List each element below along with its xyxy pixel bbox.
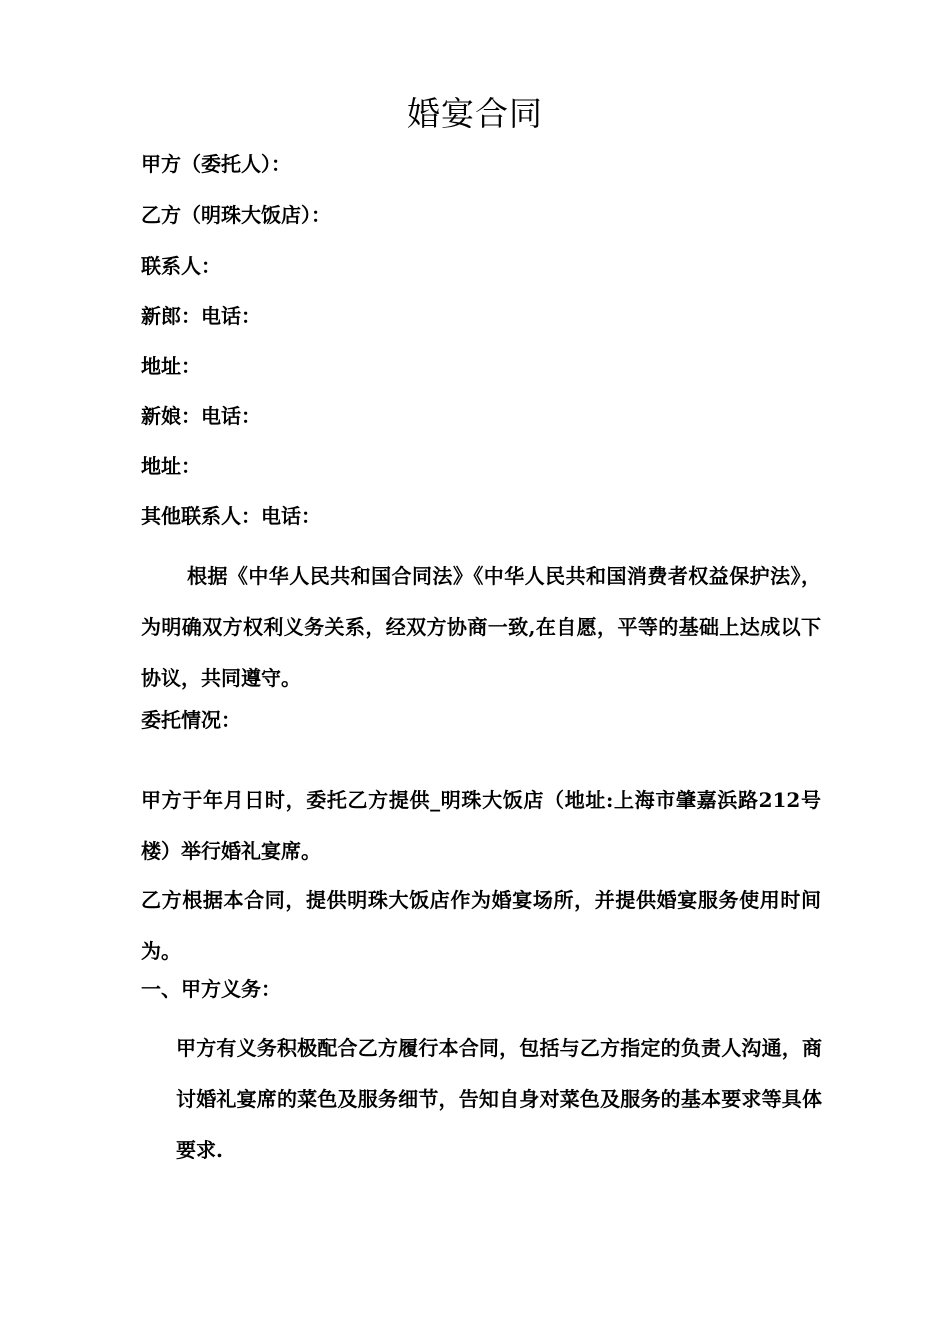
section-one-heading: 一、甲方义务： [141, 977, 281, 1001]
groom-phone-line: 新郎：电话： [141, 304, 261, 328]
contact-line: 联系人： [141, 254, 221, 278]
document-title: 婚宴合同 [407, 94, 543, 133]
intro-paragraph: 根据《中华人民共和国合同法》《中华人民共和国消费者权益保护法》，为明确双方权利义务关系，经双方协商一致,在自愿，平等的基础上达成以下协议，共同遵守。 [141, 564, 821, 690]
other-contact-line: 其他联系人：电话： [141, 504, 321, 528]
party-b-line: 乙方（明珠大饭店）： [141, 203, 331, 227]
delegation-date-paragraph: 甲方于年月日时，委托乙方提供_明珠大饭店（地址:上海市肇嘉浜路212号楼）举行婚礼宴席。 [141, 788, 821, 863]
delegation-heading: 委托情况： [141, 708, 241, 732]
groom-address-line: 地址： [141, 354, 201, 378]
party-a-obligation-paragraph: 甲方有义务积极配合乙方履行本合同，包括与乙方指定的负责人沟通，商讨婚礼宴席的菜色及服务细节，告知自身对菜色及服务的基本要求等具体要求. [176, 1036, 822, 1162]
party-a-line: 甲方（委托人）： [141, 152, 291, 176]
bride-phone-line: 新娘：电话： [141, 404, 261, 428]
bride-address-line: 地址： [141, 454, 201, 478]
venue-provision-paragraph: 乙方根据本合同，提供明珠大饭店作为婚宴场所，并提供婚宴服务使用时间为。 [141, 888, 821, 963]
